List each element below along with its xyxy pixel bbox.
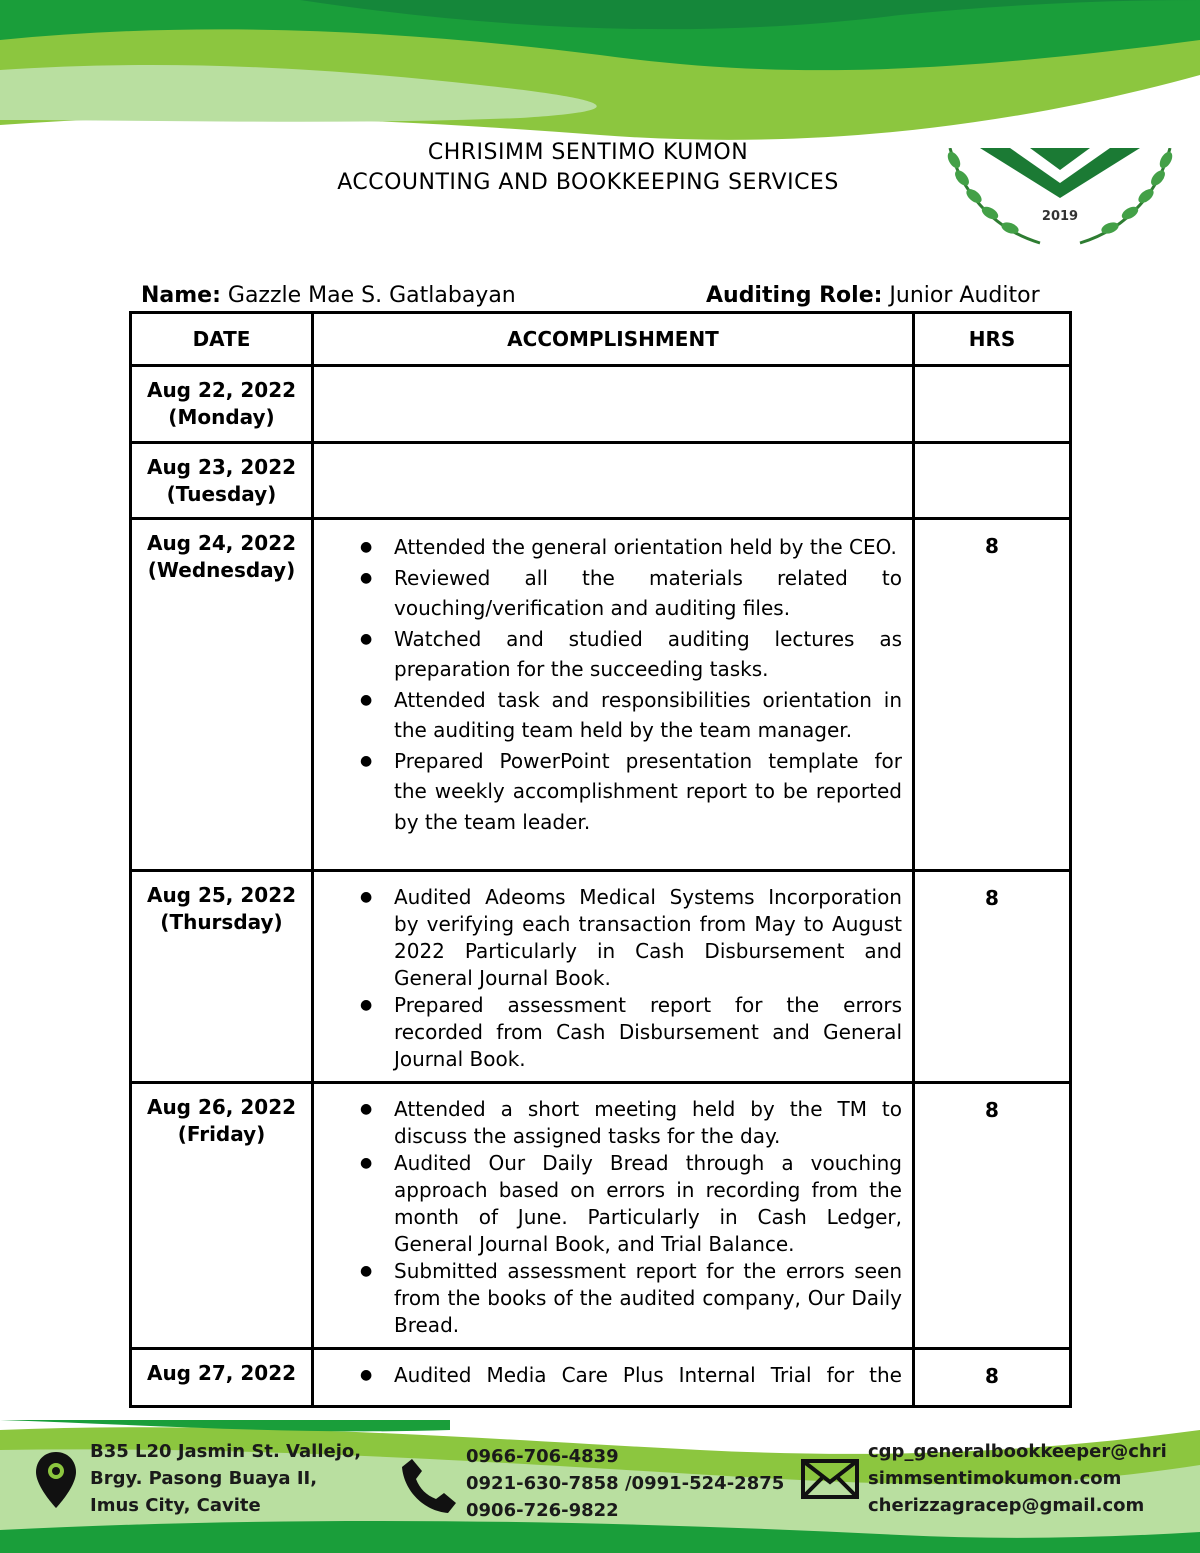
day-value: (Thursday) [160,910,283,934]
footer-address [90,1438,361,1519]
list-item: ● Reviewed all the materials related to vouching/verification and auditing files. [394,563,902,624]
list-item: ● Audited Media Care Plus Internal Trial for the [394,1362,902,1389]
phone-number: 0906-726-9822 [466,1500,619,1521]
table-header-row [131,313,1071,366]
location-pin-icon [33,1450,79,1510]
list-item: ● Attended the general orientation held by the CEO. [394,532,902,563]
list-item: ● Audited Adeoms Medical Systems Incorporation by verifying each transaction from May to August 2022 Particularly in Cash Disbursement and General Journal Book. [394,884,902,992]
role-field [706,283,1040,308]
hrs-cell [914,366,1071,443]
date-cell [131,871,313,1083]
accomplishment-table [129,311,1072,1408]
accomplishment-list [314,1084,912,1347]
day-value: (Wednesday) [147,558,296,582]
list-item: ● Watched and studied auditing lectures as preparation for the succeeding tasks. [394,624,902,685]
company-subtitle: ACCOUNTING AND BOOKKEEPING SERVICES [337,170,839,195]
accomplishment-list [314,520,912,845]
email-line: cgp_generalbookkeeper@chri [868,1441,1167,1462]
accomplishment-cell [313,871,914,1083]
date-cell [131,1349,313,1407]
header-wave-banner [0,0,1200,150]
email-line: simmsentimokumon.com [868,1468,1122,1489]
date-cell [131,519,313,871]
phone-number: 0921-630-7858 /0991-524-2875 [466,1473,785,1494]
header-date: DATE [131,313,313,366]
hrs-cell [914,443,1071,519]
address-line: Brgy. Pasong Buaya II, [90,1468,318,1489]
date-value: Aug 24, 2022 [146,531,297,555]
day-value: (Friday) [177,1122,266,1146]
header-accomplishment: ACCOMPLISHMENT [313,313,914,366]
address-line: B35 L20 Jasmin St. Vallejo, [90,1441,362,1462]
footer-phones [466,1443,784,1524]
email-line: cherizzagracep@gmail.com [868,1495,1145,1516]
header-hrs: HRS [914,313,1071,366]
name-value: Gazzle Mae S. Gatlabayan [227,283,516,308]
accomplishment-cell [313,366,914,443]
date-value: Aug 22, 2022 [146,378,297,402]
list-item: ● Prepared assessment report for the errors recorded from Cash Disbursement and General Journal Book. [394,992,902,1073]
date-value: Aug 25, 2022 [146,883,297,907]
day-value: (Tuesday) [166,482,277,506]
footer-emails [868,1438,1167,1519]
date-cell [131,366,313,443]
list-item: ● Prepared PowerPoint presentation template for the weekly accomplishment report to be reported by the team leader. [394,746,902,838]
list-item: ● Attended task and responsibilities orientation in the auditing team held by the team manager. [394,685,902,746]
list-item: ● Audited Our Daily Bread through a vouching approach based on errors in recording from the month of June. Particularly in Cash Ledger, General Journal Book, and Trial Balance. [394,1150,902,1258]
role-label: Auditing Role: [706,283,883,308]
hrs-cell: 8 [914,519,1071,871]
company-name-block [300,138,876,198]
date-cell [131,1083,313,1349]
date-cell [131,443,313,519]
table-row [131,1083,1071,1349]
day-value: (Monday) [168,405,275,429]
date-value: Aug 23, 2022 [146,455,297,479]
name-field [141,283,516,308]
address-line: Imus City, Cavite [90,1495,261,1516]
accomplishment-cell [313,443,914,519]
role-value: Junior Auditor [889,283,1040,308]
date-value: Aug 26, 2022 [146,1095,297,1119]
list-item: ● Attended a short meeting held by the TM to discuss the assigned tasks for the day. [394,1096,902,1150]
hrs-cell: 8 [914,1349,1071,1407]
envelope-icon [800,1458,860,1500]
table-row [131,519,1071,871]
list-item: ● Submitted assessment report for the errors seen from the books of the audited company, Our Daily Bread. [394,1258,902,1339]
accomplishment-list [314,1350,912,1397]
svg-text:2019: 2019 [1041,209,1079,224]
phone-icon [398,1455,458,1515]
phone-number: 0966-706-4839 [466,1446,619,1467]
laurel-logo-icon [940,148,1180,248]
hrs-cell: 8 [914,871,1071,1083]
accomplishment-cell [313,1349,914,1407]
table-row [131,1349,1071,1407]
hrs-cell: 8 [914,1083,1071,1349]
table-row [131,871,1071,1083]
date-value: Aug 27, 2022 [146,1361,297,1385]
name-label: Name: [141,283,221,308]
company-name: CHRISIMM SENTIMO KUMON [427,140,749,165]
table-row [131,443,1071,519]
accomplishment-cell [313,1083,914,1349]
accomplishment-cell [313,519,914,871]
table-row [131,366,1071,443]
accomplishment-list [314,872,912,1081]
